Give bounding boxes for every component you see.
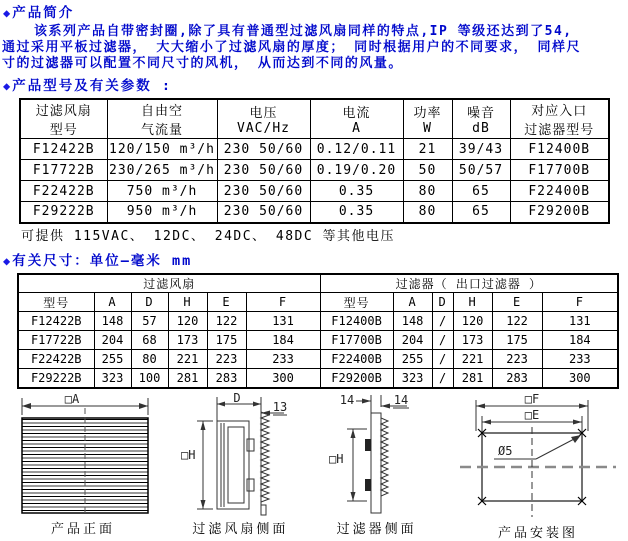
fan-housing xyxy=(217,421,254,509)
voltage-note: 可提供 115VAC、 12DC、 24DC、 48DC 等其他电压 xyxy=(21,228,396,244)
table-cell: 184 xyxy=(542,331,618,350)
table-cell: 148 xyxy=(94,312,131,331)
table-cell: 68 xyxy=(131,331,168,350)
table-cell: 283 xyxy=(207,369,246,388)
table-cell: / xyxy=(432,331,453,350)
col-header: D xyxy=(432,293,453,312)
table-cell: 230 50/60 xyxy=(217,139,310,160)
col-header-power: 功率 W xyxy=(403,99,452,139)
table-cell: 65 xyxy=(452,181,510,202)
table-cell: F12422B xyxy=(18,312,94,331)
table-cell: 57 xyxy=(131,312,168,331)
dim-column-header-row xyxy=(18,293,618,312)
table-cell: 175 xyxy=(207,331,246,350)
col-header-model: 过滤风扇 型号 xyxy=(20,99,107,139)
table-cell: 120/150 m³/h xyxy=(107,139,217,160)
table-cell: F29222B xyxy=(18,369,94,388)
table-cell: F17722B xyxy=(18,331,94,350)
table-cell: 50 xyxy=(403,160,452,181)
col-header: 型号 xyxy=(18,293,94,312)
mounting-clip xyxy=(365,439,371,451)
col-header: H xyxy=(453,293,492,312)
dimensions-heading-label: 有关尺寸：单位—毫米 mm xyxy=(12,252,193,269)
table-cell: / xyxy=(432,369,453,388)
intro-line: 该系列产品自带密封圈,除了具有普通型过滤风扇同样的特点,IP 等级还达到了54, xyxy=(34,24,573,39)
table-cell: 131 xyxy=(246,312,320,331)
table-cell: F22400B xyxy=(510,181,609,202)
dim-group-header-row xyxy=(18,274,618,293)
dimensions-table xyxy=(17,273,619,389)
table-cell: F22400B xyxy=(320,350,393,369)
table-cell: 204 xyxy=(94,331,131,350)
table-cell: 233 xyxy=(542,350,618,369)
table-cell: 300 xyxy=(542,369,618,388)
fan-side-drawing xyxy=(181,390,299,517)
front-view-caption: 产品正面 xyxy=(50,521,115,537)
dim-e-label: □E xyxy=(524,407,540,422)
col-header: F xyxy=(542,293,618,312)
table-cell: 230 50/60 xyxy=(217,181,310,202)
dim-14-left-label: 14 xyxy=(339,392,354,407)
params-header-row xyxy=(20,99,609,139)
col-header: A xyxy=(94,293,131,312)
col-header-airflow: 自由空 气流量 xyxy=(107,99,217,139)
table-cell: 300 xyxy=(246,369,320,388)
table-cell: 80 xyxy=(403,181,452,202)
dim-h-arrows xyxy=(201,421,206,509)
table-cell: 230 50/60 xyxy=(217,160,310,181)
table-cell: 281 xyxy=(453,369,492,388)
table-row xyxy=(18,312,618,331)
table-cell: 0.19/0.20 xyxy=(310,160,403,181)
table-cell: F17700B xyxy=(510,160,609,181)
table-cell: 221 xyxy=(168,350,207,369)
table-cell: 131 xyxy=(542,312,618,331)
table-cell: 100 xyxy=(131,369,168,388)
table-cell: / xyxy=(432,350,453,369)
intro-heading-label: 产品简介 xyxy=(12,5,75,21)
fan-side-caption: 过滤风扇侧面 xyxy=(192,521,289,537)
filter-side-drawing xyxy=(323,393,431,517)
table-cell: F17722B xyxy=(20,160,107,181)
table-cell: 80 xyxy=(403,202,452,223)
table-cell: 175 xyxy=(492,331,542,350)
col-header-voltage: 电压 VAC/Hz xyxy=(217,99,310,139)
table-row xyxy=(20,202,609,223)
table-cell: 0.35 xyxy=(310,202,403,223)
table-cell: 750 m³/h xyxy=(107,181,217,202)
col-header-inlet-filter: 对应入口 过滤器型号 xyxy=(510,99,609,139)
table-row xyxy=(18,331,618,350)
louver-plate xyxy=(261,407,269,515)
dim-h-arrows xyxy=(350,429,355,501)
table-cell: 221 xyxy=(453,350,492,369)
col-header: E xyxy=(492,293,542,312)
table-cell: 120 xyxy=(453,312,492,331)
dimensions-heading xyxy=(3,252,628,270)
table-cell: 223 xyxy=(207,350,246,369)
table-cell: 233 xyxy=(246,350,320,369)
table-cell: 0.12/0.11 xyxy=(310,139,403,160)
install-caption: 产品安装图 xyxy=(497,525,578,541)
hole-dia-label: Ø5 xyxy=(497,443,513,458)
table-row xyxy=(20,160,609,181)
technical-drawings xyxy=(0,389,628,541)
table-cell: 281 xyxy=(168,369,207,388)
install-diagram xyxy=(454,393,622,541)
table-cell: / xyxy=(432,312,453,331)
table-cell: 173 xyxy=(453,331,492,350)
dim-d-label: D xyxy=(233,390,241,405)
table-cell: 323 xyxy=(393,369,432,388)
group-header-fan: 过滤风扇 xyxy=(18,274,320,293)
intro-heading xyxy=(3,4,628,22)
table-row xyxy=(18,350,618,369)
table-cell: 255 xyxy=(393,350,432,369)
table-cell: 80 xyxy=(131,350,168,369)
table-cell: F29200B xyxy=(320,369,393,388)
fan-side-diagram xyxy=(181,390,299,537)
table-row xyxy=(20,181,609,202)
col-header: F xyxy=(246,293,320,312)
dim-a-label: □A xyxy=(64,391,80,406)
table-cell: F12422B xyxy=(20,139,107,160)
table-cell: 173 xyxy=(168,331,207,350)
dim-h-label: □H xyxy=(181,447,196,462)
intro-paragraph xyxy=(2,24,626,72)
dim-14-right-label: 14 xyxy=(393,392,408,407)
table-cell: F29200B xyxy=(510,202,609,223)
table-cell: 39/43 xyxy=(452,139,510,160)
col-header: A xyxy=(393,293,432,312)
filter-frame xyxy=(365,413,388,513)
col-header: 型号 xyxy=(320,293,393,312)
filter-side-caption: 过滤器侧面 xyxy=(336,521,417,537)
table-cell: F29222B xyxy=(20,202,107,223)
table-cell: 65 xyxy=(452,202,510,223)
table-row xyxy=(20,139,609,160)
table-cell: 255 xyxy=(94,350,131,369)
table-cell: 230/265 m³/h xyxy=(107,160,217,181)
table-cell: 223 xyxy=(492,350,542,369)
table-cell: 283 xyxy=(492,369,542,388)
table-cell: 122 xyxy=(492,312,542,331)
table-row xyxy=(18,369,618,388)
diamond-bullet-icon: ◆ xyxy=(3,253,11,268)
dim-f-label: □F xyxy=(524,391,540,406)
diamond-bullet-icon: ◆ xyxy=(3,79,11,93)
col-header-current: 电流 A xyxy=(310,99,403,139)
table-cell: F17700B xyxy=(320,331,393,350)
dim-h-label: □H xyxy=(328,451,344,466)
table-cell: 0.35 xyxy=(310,181,403,202)
front-view-drawing xyxy=(8,393,158,517)
params-heading-label: 产品型号及有关参数 : xyxy=(12,78,172,94)
table-cell: F12400B xyxy=(320,312,393,331)
table-cell: 120 xyxy=(168,312,207,331)
table-cell: 122 xyxy=(207,312,246,331)
table-cell: 184 xyxy=(246,331,320,350)
table-cell: 204 xyxy=(393,331,432,350)
col-header-noise: 噪音 dB xyxy=(452,99,510,139)
table-cell: 950 m³/h xyxy=(107,202,217,223)
params-table xyxy=(19,98,610,224)
group-header-filter: 过滤器（ 出口过滤器 ） xyxy=(320,274,618,293)
table-cell: F22422B xyxy=(18,350,94,369)
diamond-bullet-icon: ◆ xyxy=(3,6,11,20)
filter-side-diagram xyxy=(323,393,431,537)
table-cell: F12400B xyxy=(510,139,609,160)
mounting-clip xyxy=(365,479,371,491)
table-cell: F22422B xyxy=(20,181,107,202)
params-heading xyxy=(3,77,628,95)
table-cell: 21 xyxy=(403,139,452,160)
table-cell: 323 xyxy=(94,369,131,388)
dim-14-left-arrow xyxy=(356,398,371,403)
table-cell: 148 xyxy=(393,312,432,331)
front-view-diagram xyxy=(8,393,158,537)
col-header: E xyxy=(207,293,246,312)
dim-13-label: 13 xyxy=(273,399,288,414)
intro-line: 寸的过滤器可以配置不同尺寸的风机， 从而达到不同的风量。 xyxy=(2,56,403,71)
col-header: H xyxy=(168,293,207,312)
table-cell: 50/57 xyxy=(452,160,510,181)
install-drawing xyxy=(454,393,622,521)
intro-line: 通过采用平板过滤器， 大大缩小了过滤风扇的厚度； 同时根据用户的不同要求， 同样尺 xyxy=(2,40,581,55)
table-cell: 230 50/60 xyxy=(217,202,310,223)
col-header: D xyxy=(131,293,168,312)
